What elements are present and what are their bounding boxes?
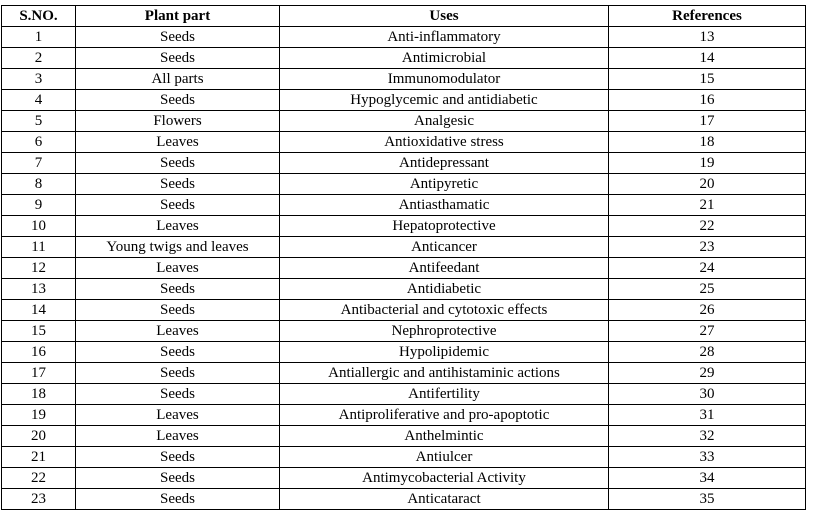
cell-reference: 29 bbox=[609, 363, 806, 384]
cell-uses: Antiallergic and antihistaminic actions bbox=[280, 363, 609, 384]
cell-reference: 27 bbox=[609, 321, 806, 342]
cell-uses: Antipyretic bbox=[280, 174, 609, 195]
header-sno: S.NO. bbox=[2, 6, 76, 27]
table-row bbox=[2, 195, 806, 216]
cell-plant-part: Seeds bbox=[76, 342, 280, 363]
cell-plant-part: Seeds bbox=[76, 363, 280, 384]
cell-reference: 23 bbox=[609, 237, 806, 258]
cell-uses: Antiulcer bbox=[280, 447, 609, 468]
cell-plant-part: All parts bbox=[76, 69, 280, 90]
cell-uses: Anticancer bbox=[280, 237, 609, 258]
cell-uses: Hypoglycemic and antidiabetic bbox=[280, 90, 609, 111]
cell-sno: 12 bbox=[2, 258, 76, 279]
cell-reference: 30 bbox=[609, 384, 806, 405]
table-row bbox=[2, 279, 806, 300]
cell-uses: Antimycobacterial Activity bbox=[280, 468, 609, 489]
cell-sno: 5 bbox=[2, 111, 76, 132]
cell-sno: 21 bbox=[2, 447, 76, 468]
cell-sno: 8 bbox=[2, 174, 76, 195]
cell-sno: 9 bbox=[2, 195, 76, 216]
cell-uses: Immunomodulator bbox=[280, 69, 609, 90]
cell-uses: Antifertility bbox=[280, 384, 609, 405]
cell-plant-part: Seeds bbox=[76, 27, 280, 48]
cell-plant-part: Seeds bbox=[76, 300, 280, 321]
cell-sno: 17 bbox=[2, 363, 76, 384]
cell-reference: 32 bbox=[609, 426, 806, 447]
cell-reference: 14 bbox=[609, 48, 806, 69]
table-row bbox=[2, 90, 806, 111]
cell-sno: 1 bbox=[2, 27, 76, 48]
table-row bbox=[2, 342, 806, 363]
cell-reference: 22 bbox=[609, 216, 806, 237]
table-row bbox=[2, 321, 806, 342]
cell-reference: 15 bbox=[609, 69, 806, 90]
cell-reference: 28 bbox=[609, 342, 806, 363]
cell-sno: 23 bbox=[2, 489, 76, 510]
cell-plant-part: Seeds bbox=[76, 153, 280, 174]
cell-plant-part: Seeds bbox=[76, 48, 280, 69]
cell-plant-part: Seeds bbox=[76, 468, 280, 489]
cell-reference: 13 bbox=[609, 27, 806, 48]
cell-uses: Nephroprotective bbox=[280, 321, 609, 342]
cell-plant-part: Seeds bbox=[76, 195, 280, 216]
cell-uses: Antifeedant bbox=[280, 258, 609, 279]
cell-uses: Antiasthamatic bbox=[280, 195, 609, 216]
cell-plant-part: Seeds bbox=[76, 447, 280, 468]
table-row bbox=[2, 153, 806, 174]
table-row bbox=[2, 132, 806, 153]
cell-plant-part: Seeds bbox=[76, 384, 280, 405]
cell-plant-part: Seeds bbox=[76, 489, 280, 510]
cell-plant-part: Seeds bbox=[76, 90, 280, 111]
cell-uses: Analgesic bbox=[280, 111, 609, 132]
cell-reference: 25 bbox=[609, 279, 806, 300]
cell-plant-part: Leaves bbox=[76, 216, 280, 237]
table-row bbox=[2, 405, 806, 426]
table-row bbox=[2, 363, 806, 384]
cell-reference: 33 bbox=[609, 447, 806, 468]
plant-uses-table bbox=[1, 5, 806, 510]
table-row bbox=[2, 48, 806, 69]
cell-reference: 16 bbox=[609, 90, 806, 111]
cell-reference: 34 bbox=[609, 468, 806, 489]
table-row bbox=[2, 468, 806, 489]
cell-uses: Hepatoprotective bbox=[280, 216, 609, 237]
cell-plant-part: Flowers bbox=[76, 111, 280, 132]
table-row bbox=[2, 237, 806, 258]
cell-uses: Antidepressant bbox=[280, 153, 609, 174]
header-plant-part: Plant part bbox=[76, 6, 280, 27]
table-row bbox=[2, 300, 806, 321]
cell-reference: 18 bbox=[609, 132, 806, 153]
cell-sno: 14 bbox=[2, 300, 76, 321]
cell-sno: 2 bbox=[2, 48, 76, 69]
cell-sno: 19 bbox=[2, 405, 76, 426]
cell-reference: 35 bbox=[609, 489, 806, 510]
cell-sno: 3 bbox=[2, 69, 76, 90]
cell-reference: 24 bbox=[609, 258, 806, 279]
table-row bbox=[2, 174, 806, 195]
cell-reference: 17 bbox=[609, 111, 806, 132]
cell-uses: Antimicrobial bbox=[280, 48, 609, 69]
cell-uses: Anti-inflammatory bbox=[280, 27, 609, 48]
cell-uses: Anticataract bbox=[280, 489, 609, 510]
cell-plant-part: Seeds bbox=[76, 279, 280, 300]
table-row bbox=[2, 258, 806, 279]
cell-uses: Anthelmintic bbox=[280, 426, 609, 447]
cell-plant-part: Leaves bbox=[76, 405, 280, 426]
cell-uses: Antioxidative stress bbox=[280, 132, 609, 153]
table-row bbox=[2, 447, 806, 468]
cell-uses: Hypolipidemic bbox=[280, 342, 609, 363]
cell-sno: 22 bbox=[2, 468, 76, 489]
cell-plant-part: Leaves bbox=[76, 321, 280, 342]
table-row bbox=[2, 426, 806, 447]
cell-reference: 31 bbox=[609, 405, 806, 426]
cell-sno: 11 bbox=[2, 237, 76, 258]
cell-uses: Antibacterial and cytotoxic effects bbox=[280, 300, 609, 321]
header-uses: Uses bbox=[280, 6, 609, 27]
cell-uses: Antiproliferative and pro-apoptotic bbox=[280, 405, 609, 426]
table-row bbox=[2, 384, 806, 405]
cell-plant-part: Young twigs and leaves bbox=[76, 237, 280, 258]
cell-reference: 26 bbox=[609, 300, 806, 321]
cell-sno: 4 bbox=[2, 90, 76, 111]
cell-sno: 20 bbox=[2, 426, 76, 447]
cell-plant-part: Leaves bbox=[76, 132, 280, 153]
cell-uses: Antidiabetic bbox=[280, 279, 609, 300]
cell-plant-part: Seeds bbox=[76, 174, 280, 195]
header-references: References bbox=[609, 6, 806, 27]
header-row bbox=[2, 6, 806, 27]
cell-sno: 7 bbox=[2, 153, 76, 174]
cell-sno: 15 bbox=[2, 321, 76, 342]
cell-plant-part: Leaves bbox=[76, 258, 280, 279]
table-row bbox=[2, 69, 806, 90]
table-row bbox=[2, 216, 806, 237]
cell-sno: 18 bbox=[2, 384, 76, 405]
table-row bbox=[2, 489, 806, 510]
table-row bbox=[2, 27, 806, 48]
cell-reference: 20 bbox=[609, 174, 806, 195]
cell-sno: 16 bbox=[2, 342, 76, 363]
cell-reference: 21 bbox=[609, 195, 806, 216]
cell-sno: 6 bbox=[2, 132, 76, 153]
table-row bbox=[2, 111, 806, 132]
cell-reference: 19 bbox=[609, 153, 806, 174]
cell-plant-part: Leaves bbox=[76, 426, 280, 447]
cell-sno: 13 bbox=[2, 279, 76, 300]
cell-sno: 10 bbox=[2, 216, 76, 237]
